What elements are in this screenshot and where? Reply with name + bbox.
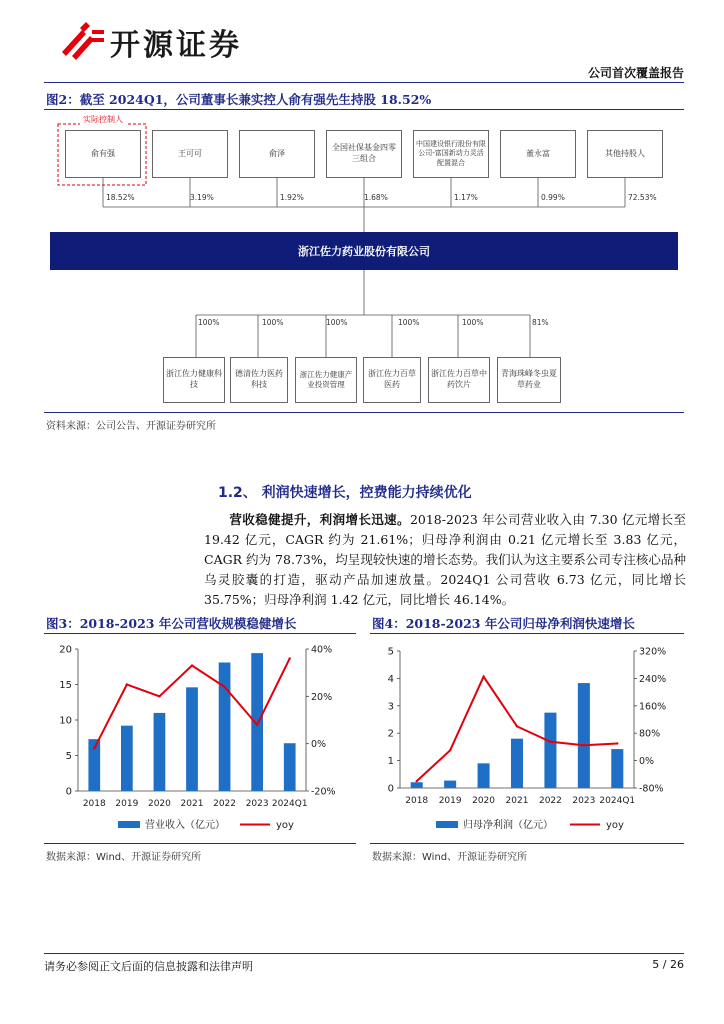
subsidiary-box-5: 浙江佐力百草中药饮片 [428, 357, 490, 403]
y-tick-label-right: 160% [639, 701, 667, 713]
yoy-point [126, 683, 128, 685]
org-lines [0, 0, 724, 420]
logo-text: 开源证券 [110, 28, 242, 63]
bar [251, 653, 263, 791]
y-tick-label-right: -80% [639, 783, 664, 795]
page-number: 5 / 26 [652, 958, 684, 971]
yoy-point [256, 724, 258, 726]
yoy-point [549, 741, 551, 743]
figure4-top-rule [370, 633, 684, 634]
x-tick-label: 2022 [213, 799, 237, 809]
yoy-point [416, 780, 418, 782]
bar [611, 749, 623, 788]
shareholder-pct-4: 1.68% [364, 193, 388, 202]
shareholder-pct-2: 3.19% [190, 193, 214, 202]
y-tick-label-right: -20% [311, 786, 336, 798]
x-tick-label: 2018 [405, 796, 429, 806]
x-tick-label: 2021 [180, 799, 204, 809]
bar [578, 683, 590, 788]
section-title: 1.2、 利润快速增长，控费能力持续优化 [218, 485, 472, 501]
y-tick-label-left: 4 [387, 673, 394, 685]
figure2-bottom-rule [44, 412, 684, 413]
subsidiary-box-4: 浙江佐力百草医药 [363, 357, 421, 403]
x-tick-label: 2019 [438, 796, 462, 806]
section-body-text: 2018-2023 年公司营业收入由 7.30 亿元增长至 19.42 亿元，CAGR 约为 21.61%；归母净利润由 0.21 亿元增长至 3.83 亿元，CAGR 约为 78.73%，均呈现较快速的增长态势。我们认为这主要系公司专注核心品种乌灵胶囊的打造，驱动产品加速放量。2024Q1 公司营收 6.73 亿元，同比增长 35.75%；归母净利润 1.42 亿元，同比增长 46.14%。 [204, 512, 686, 607]
shareholder-box-3: 俞泽 [239, 130, 315, 178]
legend-bar-swatch [118, 821, 140, 828]
x-tick-label: 2018 [82, 799, 106, 809]
bar [186, 687, 198, 791]
y-tick-label-left: 15 [59, 680, 72, 691]
bar [478, 763, 490, 788]
yoy-point [191, 664, 193, 666]
legend-bar-label: 归母净利润（亿元） [463, 820, 553, 831]
figure2-title: 图2：截至 2024Q1，公司董事长兼实控人俞有强先生持股 18.52% [46, 92, 432, 107]
y-tick-label-left: 0 [387, 783, 394, 795]
y-tick-label-left: 5 [387, 646, 394, 658]
bar [121, 726, 133, 791]
subsidiary-box-1: 浙江佐力健康科技 [163, 357, 225, 403]
shareholder-box-1: 俞有强 [65, 130, 141, 178]
bar [284, 743, 296, 791]
bar [411, 782, 423, 788]
figure3-title: 图3：2018-2023 年公司营收规模稳健增长 [46, 616, 297, 631]
yoy-point [516, 725, 518, 727]
subsidiary-box-6: 青海珠峰冬虫夏草药业 [497, 357, 561, 403]
yoy-point [158, 695, 160, 697]
footer-rule [44, 953, 684, 954]
y-tick-label-left: 2 [387, 728, 394, 740]
revenue-chart [44, 636, 356, 842]
subsidiary-pct-4: 100% [398, 318, 420, 327]
y-tick-label-left: 5 [65, 751, 72, 762]
shareholder-pct-3: 1.92% [280, 193, 304, 202]
company-box: 浙江佐力药业股份有限公司 [50, 232, 678, 270]
yoy-point [616, 742, 618, 744]
subsidiary-pct-1: 100% [198, 318, 220, 327]
shareholder-box-4: 全国社保基金四零三组合 [326, 130, 402, 178]
bar [154, 713, 166, 791]
yoy-point [93, 747, 95, 749]
subsidiary-pct-5: 100% [462, 318, 484, 327]
subsidiary-pct-3: 100% [326, 318, 348, 327]
shareholder-pct-5: 1.17% [454, 193, 478, 202]
subsidiary-box-2: 德清佐力医药科技 [230, 357, 288, 403]
x-tick-label: 2021 [505, 796, 529, 806]
x-tick-label: 2022 [538, 796, 562, 806]
subsidiary-box-3: 浙江佐力健康产业投资管理 [295, 357, 357, 403]
y-tick-label-left: 1 [387, 756, 394, 768]
legend-bar-swatch [436, 821, 458, 828]
y-tick-label-right: 80% [639, 728, 661, 740]
y-tick-label-left: 10 [59, 715, 72, 727]
figure3-source: 数据来源：Wind、开源证券研究所 [46, 852, 202, 863]
yoy-point [449, 749, 451, 751]
figure2-source: 资料来源：公司公告、开源证券研究所 [46, 421, 216, 432]
y-tick-label-right: 40% [311, 644, 333, 656]
y-tick-label-right: 240% [639, 673, 667, 685]
subsidiary-pct-6: 81% [532, 318, 549, 327]
bar [511, 739, 523, 788]
y-tick-label-left: 3 [387, 701, 394, 713]
figure4-bottom-rule [370, 843, 684, 844]
figure4-title: 图4：2018-2023 年公司归母净利润快速增长 [372, 616, 635, 631]
net-profit-chart [370, 636, 684, 842]
legend-line-label: yoy [276, 820, 294, 831]
x-tick-label: 2023 [245, 799, 269, 809]
yoy-point [223, 686, 225, 688]
shareholder-box-5: 中国建设银行股份有限公司-富国新动力灵活配置混合 [413, 130, 489, 178]
x-tick-label: 2019 [115, 799, 139, 809]
yoy-point [482, 675, 484, 677]
shareholder-pct-7: 72.53% [628, 193, 657, 202]
x-tick-label: 2020 [472, 796, 496, 806]
yoy-point [583, 744, 585, 746]
bar [219, 662, 231, 791]
y-tick-label-right: 320% [639, 646, 667, 658]
section-lead: 营收稳健提升，利润增长迅速。 [229, 512, 410, 527]
y-tick-label-right: 0% [639, 756, 655, 768]
shareholder-pct-1: 18.52% [106, 193, 135, 202]
figure3-top-rule [44, 633, 356, 634]
y-tick-label-left: 20 [59, 644, 72, 656]
shareholder-pct-6: 0.99% [541, 193, 565, 202]
x-tick-label: 2024Q1 [599, 796, 636, 806]
report-type: 公司首次覆盖报告 [587, 66, 684, 80]
shareholder-box-6: 董永富 [500, 130, 576, 178]
x-tick-label: 2023 [572, 796, 596, 806]
y-tick-label-right: 20% [311, 691, 333, 703]
y-tick-label-left: 0 [65, 786, 72, 798]
figure3-bottom-rule [44, 843, 356, 844]
yoy-point [289, 657, 291, 659]
x-tick-label: 2020 [147, 799, 171, 809]
y-tick-label-right: 0% [311, 739, 327, 751]
bar [544, 713, 556, 788]
footer-disclaimer: 请务必参阅正文后面的信息披露和法律声明 [44, 960, 253, 973]
legend-line-label: yoy [606, 820, 624, 831]
figure4-source: 数据来源：Wind、开源证券研究所 [372, 852, 528, 863]
ownership-diagram [0, 0, 724, 420]
subsidiary-pct-2: 100% [262, 318, 284, 327]
section-body [204, 510, 686, 610]
shareholder-box-2: 王可可 [152, 130, 228, 178]
bar [444, 781, 456, 788]
shareholder-box-7: 其他持股人 [587, 130, 663, 178]
legend-bar-label: 营业收入（亿元） [145, 820, 225, 831]
controller-label: 实际控制人 [80, 114, 126, 125]
x-tick-label: 2024Q1 [271, 799, 308, 809]
